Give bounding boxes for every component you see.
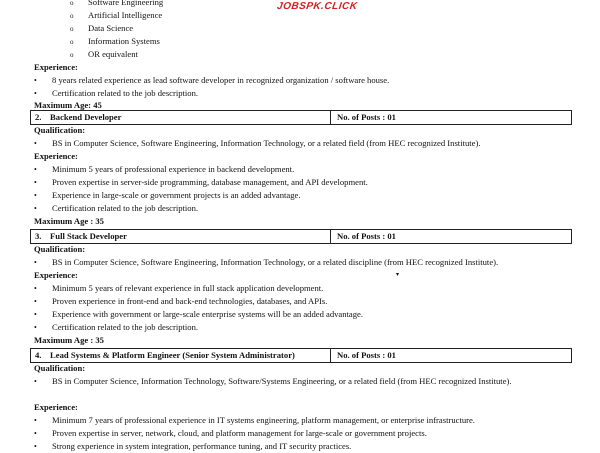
position-title: 2. Backend Developer — [31, 111, 331, 124]
bullet-icon: • — [34, 310, 37, 319]
experience-label: Experience: — [34, 151, 78, 161]
bullet-icon: • — [34, 323, 37, 332]
experience-item: Minimum 5 years of professional experience in backend development. — [52, 164, 295, 174]
experience-item: Certification related to the job description. — [52, 88, 199, 98]
experience-item: Minimum 5 years of relevant experience in full stack application development. — [52, 283, 324, 293]
qualification-item: BS in Computer Science, Software Engineering, Information Technology, or a related field (from HEC recognized Institute). — [52, 138, 481, 148]
experience-item: Proven experience in front-end and back-end technologies, databases, and APIs. — [52, 296, 328, 306]
max-age: Maximum Age : 35 — [34, 216, 104, 226]
bullet-icon: • — [34, 416, 37, 425]
experience-item: Strong experience in system integration, performance tuning, and IT security practices. — [52, 441, 352, 451]
qualification-item: BS in Computer Science, Software Engineering, Information Technology, or a related discipline (from HEC recognized Institute). — [52, 257, 499, 267]
experience-item: Experience with government or large-scale enterprise systems will be an added advantage. — [52, 309, 364, 319]
bullet-icon: • — [34, 429, 37, 438]
bullet-icon: • — [34, 284, 37, 293]
max-age: Maximum Age: 45 — [34, 100, 102, 110]
experience-item: Experience in large-scale or government projects is an added advantage. — [52, 190, 301, 200]
bullet-icon: • — [34, 178, 37, 187]
bullet-icon: • — [34, 76, 37, 85]
posts-count: No. of Posts : 01 — [337, 231, 396, 241]
experience-item: Certification related to the job description. — [52, 322, 199, 332]
sublist-item: o Information Systems — [70, 36, 160, 46]
experience-item: Proven expertise in server, network, cloud, and platform management for large-scale or government projects. — [52, 428, 427, 438]
qualification-item: BS in Computer Science, Information Technology, Software/Systems Engineering, or a related field (from HEC recognized Institute). — [52, 376, 512, 386]
posts-count: No. of Posts : 01 — [337, 350, 396, 360]
sublist-item: o OR equivalent — [70, 49, 138, 59]
posts-count: No. of Posts : 01 — [337, 112, 396, 122]
bullet-icon: • — [34, 191, 37, 200]
bullet-icon: • — [34, 165, 37, 174]
experience-item: Proven expertise in server-side programming, database management, and API development. — [52, 177, 368, 187]
position-title: 4. Lead Systems & Platform Engineer (Senior System Administrator) — [31, 349, 331, 362]
max-age: Maximum Age : 35 — [34, 335, 104, 345]
qualification-label: Qualification: — [34, 244, 86, 254]
sublist-item: o Data Science — [70, 23, 134, 33]
bullet-icon: • — [34, 297, 37, 306]
bullet-icon: • — [34, 89, 37, 98]
position-header-3 — [30, 229, 572, 244]
bullet-icon: • — [34, 377, 37, 386]
bullet-icon: • — [34, 442, 37, 451]
experience-item: Certification related to the job description. — [52, 203, 199, 213]
watermark: JOBSPK.CLICK — [276, 1, 359, 12]
experience-label: Experience: — [34, 402, 78, 412]
experience-item: Minimum 7 years of professional experience in IT systems engineering, platform management, or enterprise infrastructure. — [52, 415, 475, 425]
bullet-icon: • — [34, 204, 37, 213]
stray-mark-icon: ▾ — [396, 272, 400, 278]
experience-label: Experience: — [34, 62, 78, 72]
position-title: 3. Full Stack Developer — [31, 230, 331, 243]
sublist-item: o Software Engineering — [70, 0, 164, 7]
qualification-label: Qualification: — [34, 363, 86, 373]
experience-item: 8 years related experience as lead software developer in recognized organization / software house. — [52, 75, 390, 85]
sublist-item: o Artificial Intelligence — [70, 10, 163, 20]
position-header-2 — [30, 110, 572, 125]
position-header-4 — [30, 348, 572, 363]
bullet-icon: • — [34, 258, 37, 267]
qualification-label: Qualification: — [34, 125, 86, 135]
experience-label: Experience: — [34, 270, 78, 280]
bullet-icon: • — [34, 139, 37, 148]
